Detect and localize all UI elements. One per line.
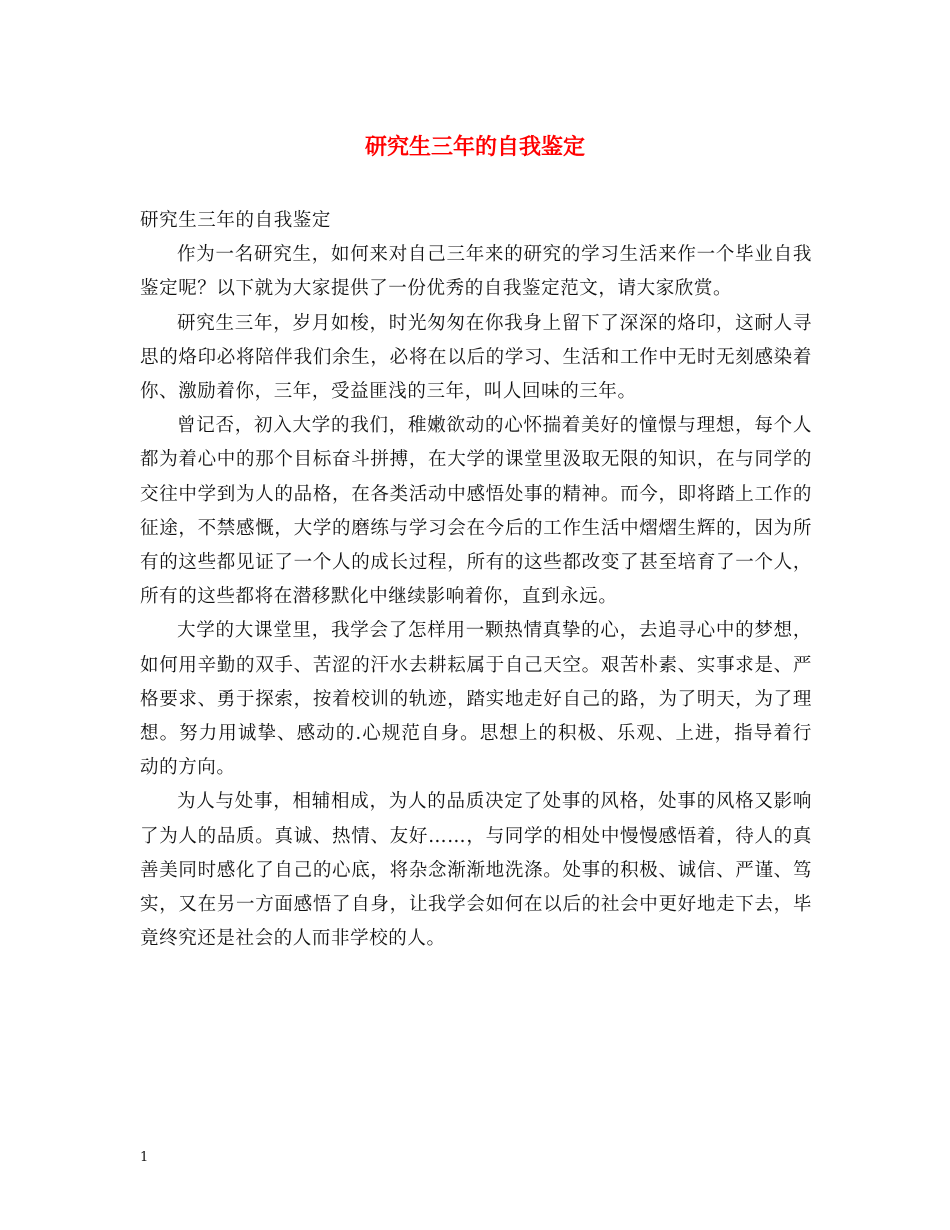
paragraph-intro: 作为一名研究生，如何来对自己三年来的研究的学习生活来作一个毕业自我鉴定呢？以下就为大家提供了一份优秀的自我鉴定范文，请大家欣赏。: [140, 244, 812, 300]
document-title: 研究生三年的自我鉴定: [364, 134, 585, 160]
document-body: [140, 204, 812, 956]
document-subtitle: 研究生三年的自我鉴定: [140, 210, 332, 231]
paragraph-classroom: 大学的大课堂里，我学会了怎样用一颗热情真挚的心，去追寻心中的梦想，如何用辛勤的双手、苦涩的汗水去耕耘属于自己天空。艰苦朴素、实事求是、严格要求、勇于探索，按着校训的轨迹，踏实地走好自己的路，为了明天，为了理想。努力用诚挚、感动的.心规范自身。思想上的积极、乐观、上进，指导着行动的方向。: [140, 620, 812, 779]
page-number: 1: [140, 1150, 149, 1165]
paragraph-three-years: 研究生三年，岁月如梭，时光匆匆在你我身上留下了深深的烙印，这耐人寻思的烙印必将陪伴我们余生，必将在以后的学习、生活和工作中无时无刻感染着你、激励着你，三年，受益匪浅的三年，叫人回味的三年。: [140, 312, 812, 403]
paragraph-memories: 曾记否，初入大学的我们，稚嫩欲动的心怀揣着美好的憧憬与理想，每个人都为着心中的那个目标奋斗拼搏，在大学的课堂里汲取无限的知识，在与同学的交往中学到为人的品格，在各类活动中感悟处事的精神。而今，即将踏上工作的征途，不禁感慨，大学的磨练与学习会在今后的工作生活中熠熠生辉的，因为所有的这些都见证了一个人的成长过程，所有的这些都改变了甚至培育了一个人，所有的这些都将在潜移默化中继续影响着你，直到永远。: [140, 415, 812, 608]
paragraph-conduct: 为人与处事，相辅相成，为人的品质决定了处事的风格，处事的风格又影响了为人的品质。真诚、热情、友好……，与同学的相处中慢慢感悟着，待人的真善美同时感化了自己的心底，将杂念渐渐地洗涤。处事的积极、诚信、严谨、笃实，又在另一方面感悟了自身，让我学会如何在以后的社会中更好地走下去，毕竟终究还是社会的人而非学校的人。: [140, 791, 812, 950]
